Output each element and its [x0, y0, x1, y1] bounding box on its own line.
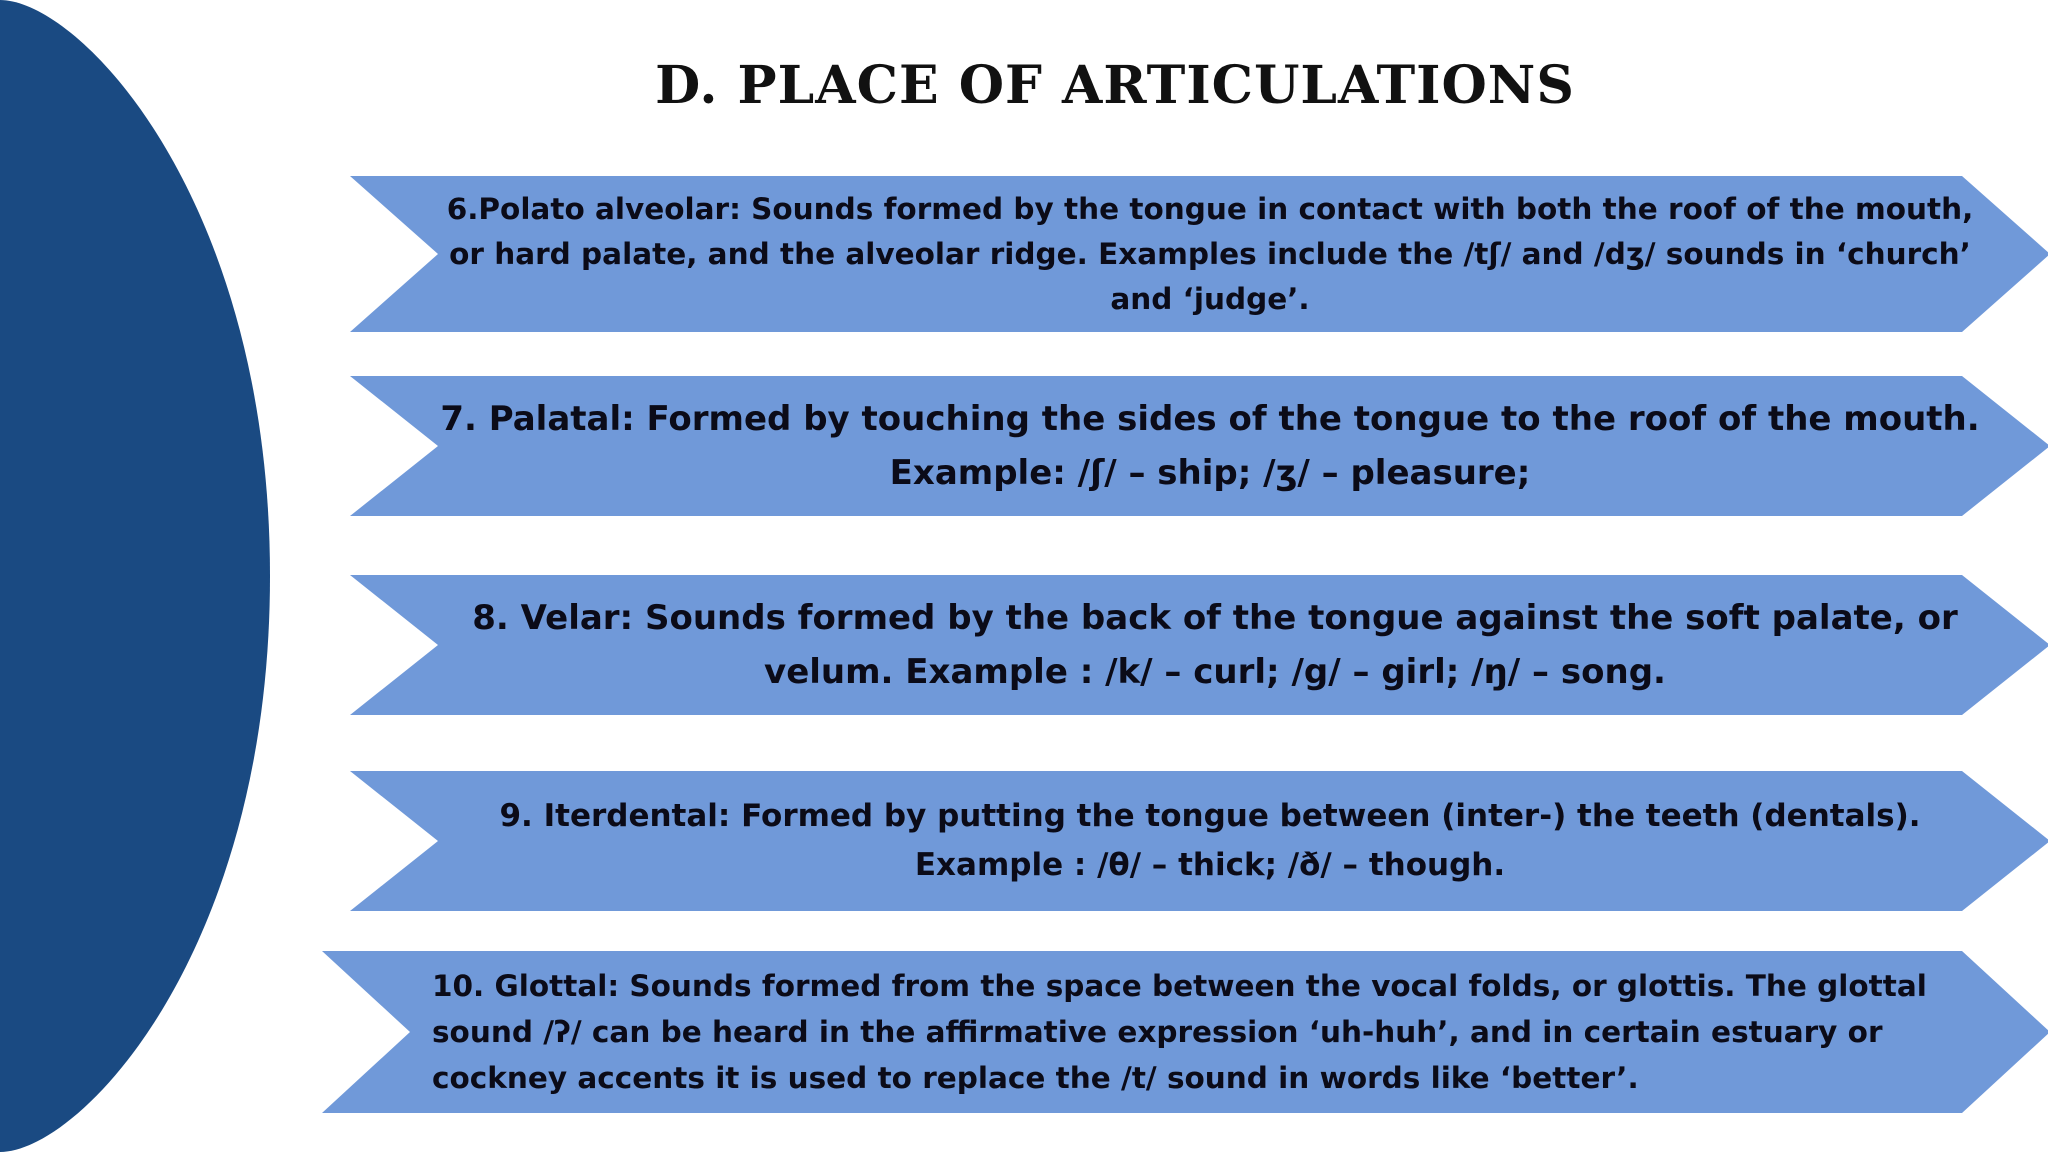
item-line: 7. Palatal: Formed by touching the sides of the tongue to the roof of the mouth. — [440, 399, 1980, 439]
page-title: D. PLACE OF ARTICULATIONS — [655, 55, 1575, 116]
item-line: or hard palate, and the alveolar ridge. Examples include the /tʃ/ and /dʒ/ sounds in ‘church’ — [449, 236, 1971, 271]
item-line: 10. Glottal: Sounds formed from the space between the vocal folds, or glottis. The glottal — [432, 969, 1927, 1003]
item-line: cockney accents it is used to replace the /t/ sound in words like ‘better’. — [432, 1061, 1639, 1095]
chevron-item-glottal — [322, 951, 2048, 1113]
item-line: Example : /θ/ – thick; /ð/ – though. — [914, 847, 1506, 883]
item-line: 9. Iterdental: Formed by putting the tongue between (inter-) the teeth (dentals). — [499, 798, 1921, 834]
left-decorative-semicircle — [0, 0, 280, 1152]
item-text-polato-alveolar — [445, 187, 1975, 322]
item-line: and ‘judge’. — [1110, 281, 1310, 316]
chevron-item-interdental — [350, 771, 2048, 911]
item-text-interdental — [460, 792, 1960, 890]
item-line: velum. Example : /k/ – curl; /g/ – girl; /ŋ/ – song. — [764, 652, 1666, 692]
item-text-palatal — [430, 392, 1990, 500]
item-line: sound /ʔ/ can be heard in the affirmative expression ‘uh-huh’, and in certain estuary or — [432, 1015, 1883, 1049]
chevron-item-polato-alveolar — [350, 176, 2048, 332]
item-text-velar — [435, 591, 1995, 699]
chevron-item-palatal — [350, 376, 2048, 516]
item-line: 6.Polato alveolar: Sounds formed by the tongue in contact with both the roof of the mouth, — [446, 191, 1974, 226]
item-line: Example: /ʃ/ – ship; /ʒ/ – pleasure; — [889, 453, 1531, 493]
item-text-glottal — [432, 963, 2012, 1101]
chevron-item-velar — [350, 575, 2048, 715]
item-line: 8. Velar: Sounds formed by the back of the tongue against the soft palate, or — [472, 598, 1958, 638]
